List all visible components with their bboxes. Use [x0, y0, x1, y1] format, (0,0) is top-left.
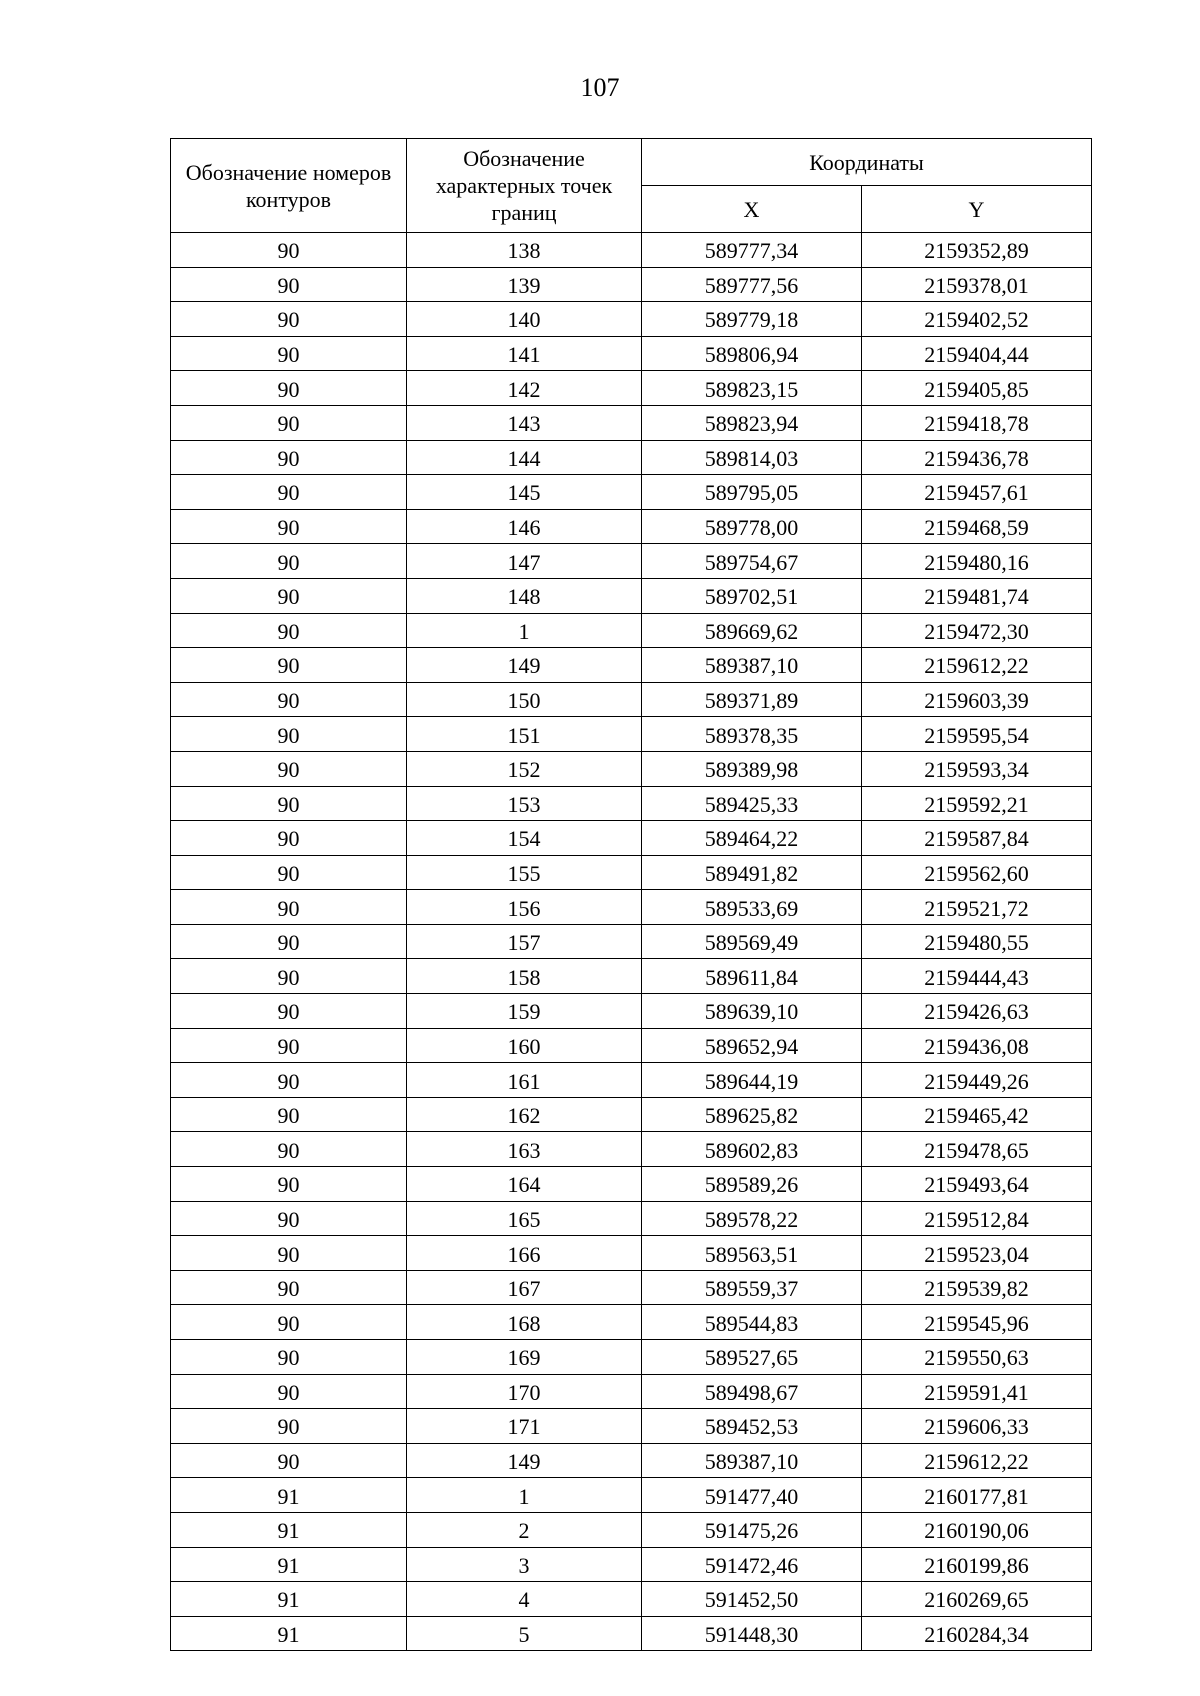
table-row — [171, 1305, 1092, 1340]
cell-x: 589795,05 — [642, 475, 862, 510]
cell-y: 2160284,34 — [862, 1616, 1092, 1651]
cell-y: 2159480,16 — [862, 544, 1092, 579]
table-row — [171, 1374, 1092, 1409]
cell-x: 589806,94 — [642, 336, 862, 371]
table-row — [171, 890, 1092, 925]
table-row — [171, 786, 1092, 821]
cell-contour: 90 — [171, 371, 407, 406]
cell-y: 2159418,78 — [862, 405, 1092, 440]
cell-x: 589814,03 — [642, 440, 862, 475]
cell-contour: 90 — [171, 855, 407, 890]
cell-x: 591448,30 — [642, 1616, 862, 1651]
cell-contour: 90 — [171, 648, 407, 683]
cell-x: 589652,94 — [642, 1028, 862, 1063]
cell-x: 589569,49 — [642, 924, 862, 959]
cell-contour: 90 — [171, 613, 407, 648]
cell-point: 3 — [407, 1547, 642, 1582]
cell-contour: 90 — [171, 1097, 407, 1132]
cell-contour: 90 — [171, 1443, 407, 1478]
cell-point: 2 — [407, 1512, 642, 1547]
cell-x: 589669,62 — [642, 613, 862, 648]
cell-y: 2159449,26 — [862, 1063, 1092, 1098]
cell-x: 589823,94 — [642, 405, 862, 440]
table-row — [171, 1097, 1092, 1132]
cell-x: 589644,19 — [642, 1063, 862, 1098]
cell-point: 163 — [407, 1132, 642, 1167]
cell-y: 2159352,89 — [862, 233, 1092, 268]
cell-y: 2160177,81 — [862, 1478, 1092, 1513]
cell-point: 167 — [407, 1270, 642, 1305]
cell-point: 145 — [407, 475, 642, 510]
cell-x: 591452,50 — [642, 1582, 862, 1617]
cell-point: 144 — [407, 440, 642, 475]
cell-y: 2159472,30 — [862, 613, 1092, 648]
cell-point: 168 — [407, 1305, 642, 1340]
cell-point: 155 — [407, 855, 642, 890]
cell-point: 5 — [407, 1616, 642, 1651]
table-row — [171, 475, 1092, 510]
cell-y: 2159562,60 — [862, 855, 1092, 890]
cell-point: 138 — [407, 233, 642, 268]
table-row — [171, 302, 1092, 337]
table-row — [171, 1512, 1092, 1547]
table-row — [171, 1201, 1092, 1236]
cell-contour: 90 — [171, 302, 407, 337]
cell-y: 2159478,65 — [862, 1132, 1092, 1167]
cell-contour: 90 — [171, 509, 407, 544]
table-row — [171, 1270, 1092, 1305]
cell-point: 142 — [407, 371, 642, 406]
cell-y: 2159402,52 — [862, 302, 1092, 337]
cell-x: 589559,37 — [642, 1270, 862, 1305]
table-row — [171, 1443, 1092, 1478]
coordinates-table — [170, 138, 1092, 1651]
cell-y: 2159468,59 — [862, 509, 1092, 544]
cell-y: 2159523,04 — [862, 1236, 1092, 1271]
cell-contour: 90 — [171, 544, 407, 579]
cell-contour: 90 — [171, 405, 407, 440]
cell-x: 589533,69 — [642, 890, 862, 925]
cell-point: 4 — [407, 1582, 642, 1617]
table-row — [171, 267, 1092, 302]
cell-x: 589563,51 — [642, 1236, 862, 1271]
header-x: X — [642, 186, 862, 233]
cell-contour: 90 — [171, 475, 407, 510]
cell-point: 153 — [407, 786, 642, 821]
cell-point: 160 — [407, 1028, 642, 1063]
cell-y: 2159480,55 — [862, 924, 1092, 959]
cell-contour: 90 — [171, 1340, 407, 1375]
cell-y: 2159465,42 — [862, 1097, 1092, 1132]
cell-contour: 90 — [171, 1063, 407, 1098]
cell-x: 589777,56 — [642, 267, 862, 302]
cell-x: 591472,46 — [642, 1547, 862, 1582]
table-row — [171, 1028, 1092, 1063]
table-header — [171, 139, 1092, 233]
cell-point: 1 — [407, 1478, 642, 1513]
header-y: Y — [862, 186, 1092, 233]
cell-y: 2159593,34 — [862, 751, 1092, 786]
cell-point: 149 — [407, 648, 642, 683]
cell-y: 2159405,85 — [862, 371, 1092, 406]
cell-x: 589611,84 — [642, 959, 862, 994]
cell-point: 150 — [407, 682, 642, 717]
cell-x: 589378,35 — [642, 717, 862, 752]
cell-y: 2159444,43 — [862, 959, 1092, 994]
cell-y: 2159493,64 — [862, 1167, 1092, 1202]
cell-contour: 90 — [171, 890, 407, 925]
table-row — [171, 1409, 1092, 1444]
cell-contour: 90 — [171, 1132, 407, 1167]
cell-point: 147 — [407, 544, 642, 579]
cell-y: 2159595,54 — [862, 717, 1092, 752]
header-contour: Обозначение номеров контуров — [171, 139, 407, 233]
cell-y: 2159606,33 — [862, 1409, 1092, 1444]
cell-y: 2159378,01 — [862, 267, 1092, 302]
cell-y: 2159426,63 — [862, 994, 1092, 1029]
table-row — [171, 1132, 1092, 1167]
cell-x: 589387,10 — [642, 1443, 862, 1478]
cell-contour: 90 — [171, 578, 407, 613]
page-number: 107 — [580, 73, 620, 102]
cell-point: 161 — [407, 1063, 642, 1098]
cell-x: 589777,34 — [642, 233, 862, 268]
table-row — [171, 405, 1092, 440]
cell-contour: 90 — [171, 233, 407, 268]
cell-contour: 90 — [171, 682, 407, 717]
table-row — [171, 1063, 1092, 1098]
cell-contour: 90 — [171, 1305, 407, 1340]
cell-y: 2159587,84 — [862, 821, 1092, 856]
table-row — [171, 544, 1092, 579]
cell-x: 589639,10 — [642, 994, 862, 1029]
cell-x: 591475,26 — [642, 1512, 862, 1547]
table-row — [171, 682, 1092, 717]
table-row — [171, 1616, 1092, 1651]
cell-contour: 90 — [171, 717, 407, 752]
cell-x: 589464,22 — [642, 821, 862, 856]
table-row — [171, 751, 1092, 786]
cell-y: 2159457,61 — [862, 475, 1092, 510]
table-row — [171, 1167, 1092, 1202]
cell-contour: 90 — [171, 751, 407, 786]
cell-x: 589371,89 — [642, 682, 862, 717]
cell-x: 589779,18 — [642, 302, 862, 337]
table-row — [171, 1582, 1092, 1617]
cell-x: 589498,67 — [642, 1374, 862, 1409]
cell-y: 2160199,86 — [862, 1547, 1092, 1582]
cell-y: 2159550,63 — [862, 1340, 1092, 1375]
cell-x: 589602,83 — [642, 1132, 862, 1167]
cell-contour: 90 — [171, 1201, 407, 1236]
cell-y: 2159591,41 — [862, 1374, 1092, 1409]
table-body — [171, 233, 1092, 1651]
cell-y: 2159404,44 — [862, 336, 1092, 371]
cell-x: 589425,33 — [642, 786, 862, 821]
table-row — [171, 959, 1092, 994]
cell-point: 171 — [407, 1409, 642, 1444]
cell-point: 139 — [407, 267, 642, 302]
cell-point: 148 — [407, 578, 642, 613]
table-row — [171, 440, 1092, 475]
cell-x: 589702,51 — [642, 578, 862, 613]
cell-contour: 90 — [171, 336, 407, 371]
table-row — [171, 509, 1092, 544]
cell-x: 589778,00 — [642, 509, 862, 544]
table-row — [171, 994, 1092, 1029]
header-row — [171, 139, 1092, 186]
cell-contour: 90 — [171, 267, 407, 302]
cell-x: 589527,65 — [642, 1340, 862, 1375]
cell-x: 589625,82 — [642, 1097, 862, 1132]
cell-contour: 90 — [171, 786, 407, 821]
cell-contour: 91 — [171, 1616, 407, 1651]
cell-point: 159 — [407, 994, 642, 1029]
cell-x: 589452,53 — [642, 1409, 862, 1444]
cell-point: 166 — [407, 1236, 642, 1271]
table-row — [171, 1478, 1092, 1513]
cell-point: 149 — [407, 1443, 642, 1478]
cell-contour: 90 — [171, 1270, 407, 1305]
table-row — [171, 233, 1092, 268]
cell-point: 170 — [407, 1374, 642, 1409]
cell-point: 162 — [407, 1097, 642, 1132]
cell-point: 143 — [407, 405, 642, 440]
cell-contour: 91 — [171, 1512, 407, 1547]
cell-point: 164 — [407, 1167, 642, 1202]
cell-y: 2159436,78 — [862, 440, 1092, 475]
cell-y: 2159592,21 — [862, 786, 1092, 821]
cell-point: 156 — [407, 890, 642, 925]
cell-contour: 90 — [171, 1167, 407, 1202]
table-row — [171, 336, 1092, 371]
cell-contour: 90 — [171, 994, 407, 1029]
header-coordinates: Координаты — [642, 139, 1092, 186]
cell-y: 2160269,65 — [862, 1582, 1092, 1617]
table-row — [171, 613, 1092, 648]
cell-x: 589491,82 — [642, 855, 862, 890]
table-row — [171, 855, 1092, 890]
table-row — [171, 371, 1092, 406]
cell-y: 2159512,84 — [862, 1201, 1092, 1236]
cell-contour: 91 — [171, 1478, 407, 1513]
cell-x: 589754,67 — [642, 544, 862, 579]
cell-y: 2160190,06 — [862, 1512, 1092, 1547]
cell-contour: 90 — [171, 1374, 407, 1409]
cell-point: 154 — [407, 821, 642, 856]
cell-x: 589389,98 — [642, 751, 862, 786]
cell-contour: 90 — [171, 1028, 407, 1063]
cell-point: 157 — [407, 924, 642, 959]
cell-point: 165 — [407, 1201, 642, 1236]
table-row — [171, 821, 1092, 856]
cell-y: 2159481,74 — [862, 578, 1092, 613]
cell-y: 2159603,39 — [862, 682, 1092, 717]
table-row — [171, 924, 1092, 959]
cell-point: 1 — [407, 613, 642, 648]
header-point: Обозначение характерных точек границ — [407, 139, 642, 233]
cell-contour: 91 — [171, 1547, 407, 1582]
cell-contour: 90 — [171, 821, 407, 856]
table-row — [171, 1340, 1092, 1375]
cell-y: 2159545,96 — [862, 1305, 1092, 1340]
cell-y: 2159612,22 — [862, 1443, 1092, 1478]
cell-x: 589823,15 — [642, 371, 862, 406]
cell-point: 158 — [407, 959, 642, 994]
table-row — [171, 1236, 1092, 1271]
cell-contour: 90 — [171, 1409, 407, 1444]
cell-contour: 90 — [171, 1236, 407, 1271]
table-row — [171, 578, 1092, 613]
cell-x: 591477,40 — [642, 1478, 862, 1513]
cell-contour: 90 — [171, 924, 407, 959]
cell-y: 2159539,82 — [862, 1270, 1092, 1305]
cell-x: 589387,10 — [642, 648, 862, 683]
table-row — [171, 717, 1092, 752]
cell-y: 2159521,72 — [862, 890, 1092, 925]
cell-x: 589589,26 — [642, 1167, 862, 1202]
cell-x: 589544,83 — [642, 1305, 862, 1340]
cell-point: 146 — [407, 509, 642, 544]
cell-y: 2159436,08 — [862, 1028, 1092, 1063]
cell-contour: 90 — [171, 959, 407, 994]
table-row — [171, 648, 1092, 683]
cell-point: 152 — [407, 751, 642, 786]
cell-point: 169 — [407, 1340, 642, 1375]
table-row — [171, 1547, 1092, 1582]
cell-point: 141 — [407, 336, 642, 371]
cell-contour: 90 — [171, 440, 407, 475]
cell-point: 151 — [407, 717, 642, 752]
cell-x: 589578,22 — [642, 1201, 862, 1236]
cell-contour: 91 — [171, 1582, 407, 1617]
cell-point: 140 — [407, 302, 642, 337]
cell-y: 2159612,22 — [862, 648, 1092, 683]
